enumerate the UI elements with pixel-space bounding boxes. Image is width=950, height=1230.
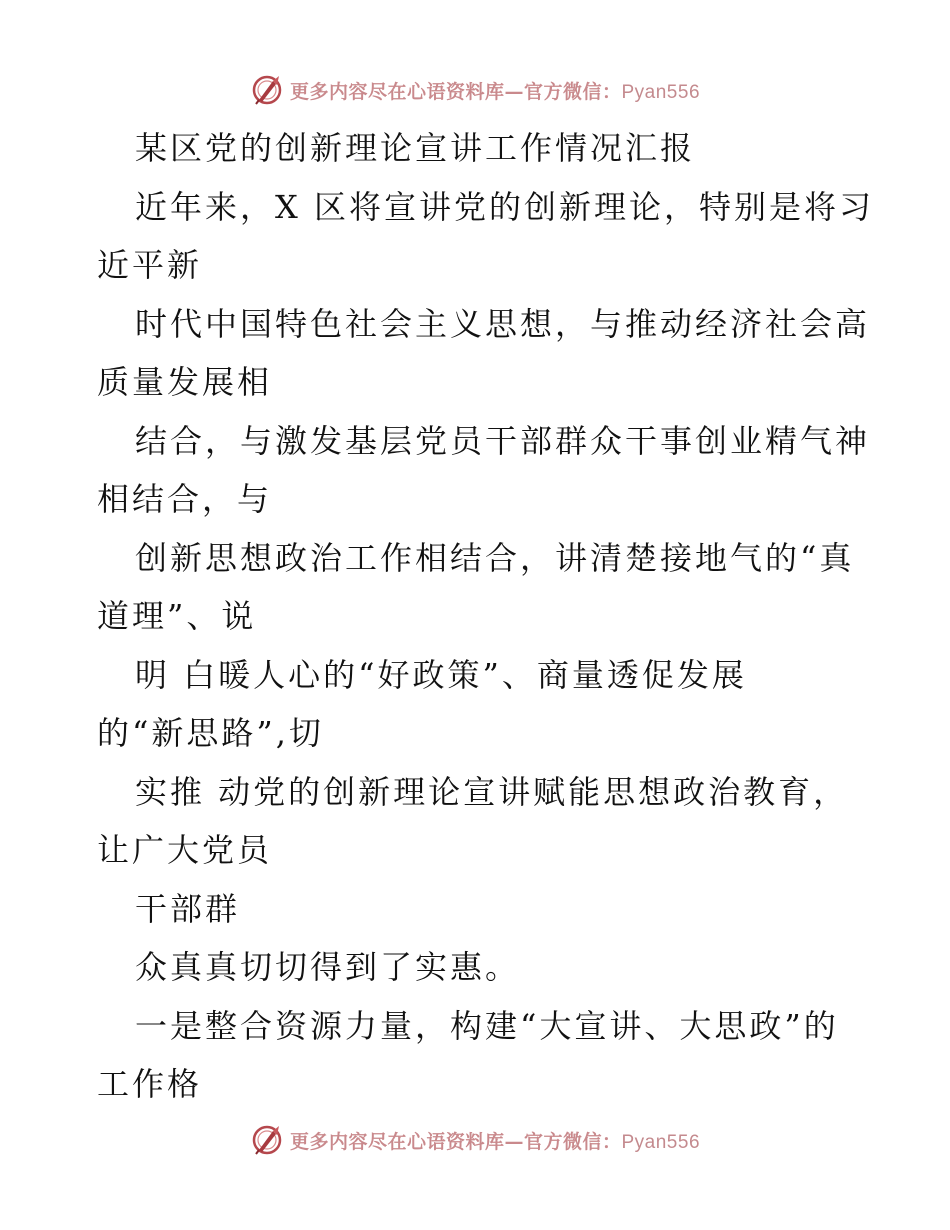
paragraph-line: 创新思想政治工作相结合，讲清楚接地气的“真	[135, 538, 855, 577]
quill-pen-icon	[250, 73, 284, 107]
header-banner-text: 更多内容尽在心语资料库—官方微信：Pyan556	[289, 80, 701, 103]
paragraph-line: 时代中国特色社会主义思想，与推动经济社会高	[135, 304, 871, 343]
paragraph-line: 干部群	[135, 889, 241, 928]
footer-banner-wechat-id: Pyan556	[621, 1131, 701, 1153]
paragraph-line: 结合，与激发基层党员干部群众干事创业精气神	[135, 421, 871, 460]
quill-pen-icon	[250, 1123, 284, 1157]
paragraph-line: 近平新	[97, 246, 203, 284]
header-banner	[0, 70, 950, 110]
paragraph-line: 相结合，与	[97, 480, 273, 518]
paragraph-line: 实推 动党的创新理论宣讲赋能思想政治教育，	[135, 772, 849, 811]
document-title: 某区党的创新理论宣讲工作情况汇报	[135, 129, 696, 167]
footer-banner-text: 更多内容尽在心语资料库—官方微信：Pyan556	[289, 1130, 701, 1153]
paragraph-line: 让广大党员	[97, 831, 273, 869]
paragraph-line: 明 白暖人心的“好政策”、商量透促发展	[135, 655, 747, 694]
document-body	[0, 119, 950, 1114]
paragraph-line: 众真真切切得到了实惠。	[135, 948, 521, 986]
paragraph-line: 的“新思路”,切	[97, 714, 324, 752]
paragraph-line: 一是整合资源力量，构建“大宣讲、大思政”的	[135, 1006, 839, 1045]
paragraph-line: 工作格	[97, 1065, 203, 1103]
header-banner-wechat-id: Pyan556	[621, 81, 701, 103]
paragraph-line: 近年来，X 区将宣讲党的创新理论，特别是将习	[135, 187, 874, 226]
paragraph-line: 质量发展相	[97, 363, 273, 401]
footer-banner	[0, 1120, 950, 1160]
paragraph-line: 道理”、说	[97, 597, 257, 635]
